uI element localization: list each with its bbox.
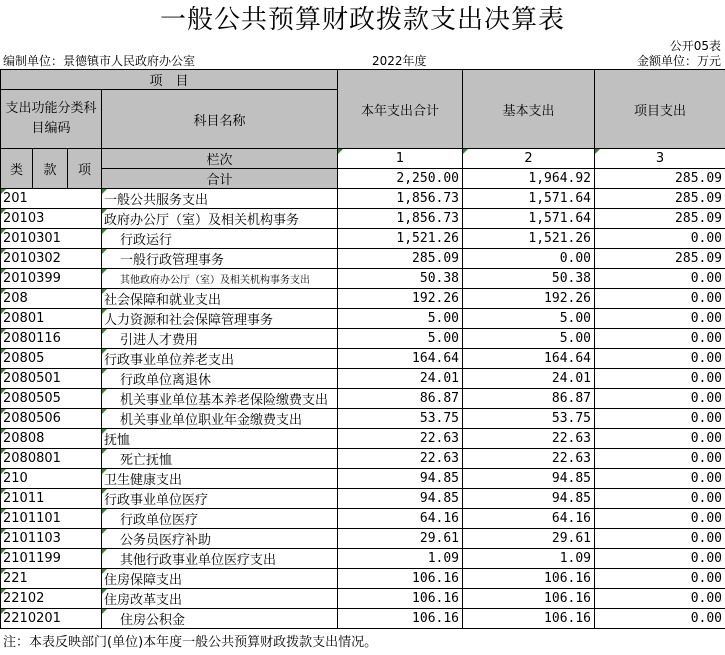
- row-subject-name: 其他政府办公厅（室）及相关机构事务支出: [102, 269, 338, 289]
- row-subject-name: 社会保障和就业支出: [102, 289, 338, 309]
- row-project: 0.00: [595, 349, 725, 369]
- row-basic: 192.26: [463, 289, 595, 309]
- table-row: [1, 549, 725, 569]
- row-project: 285.09: [595, 189, 725, 209]
- table-number: 公开05表: [669, 39, 721, 53]
- row-subject-name: 住房保障支出: [102, 569, 338, 589]
- table-row: [1, 369, 725, 389]
- header-basic: 基本支出: [463, 70, 595, 149]
- row-code: 2080801: [1, 449, 102, 469]
- row-basic: 22.63: [463, 429, 595, 449]
- table-row: [1, 189, 725, 209]
- year-label: 2022年度: [372, 54, 427, 68]
- row-project: 0.00: [595, 269, 725, 289]
- header-kuan: 款: [33, 149, 68, 189]
- row-project: 0.00: [595, 609, 725, 629]
- header-lei: 类: [1, 149, 33, 189]
- row-subject-name: 一般行政管理事务: [102, 249, 338, 269]
- header-lanci: 栏次: [102, 149, 338, 169]
- meta-bar: [0, 53, 725, 69]
- row-code: 2010399: [1, 269, 102, 289]
- row-total: 29.61: [338, 529, 463, 549]
- row-project: 285.09: [595, 249, 725, 269]
- row-basic: 5.00: [463, 329, 595, 349]
- row-subject-name: 行政单位医疗: [102, 509, 338, 529]
- row-code: 21011: [1, 489, 102, 509]
- row-project: 0.00: [595, 549, 725, 569]
- row-basic: 0.00: [463, 249, 595, 269]
- row-project: 0.00: [595, 529, 725, 549]
- col-index-1: 1: [338, 149, 463, 169]
- row-code: 20805: [1, 349, 102, 369]
- row-basic: 53.75: [463, 409, 595, 429]
- header-xiang: 项: [68, 149, 102, 189]
- table-row: [1, 229, 725, 249]
- row-subject-name: 政府办公厅（室）及相关机构事务: [102, 209, 338, 229]
- table-row: [1, 449, 725, 469]
- row-basic: 106.16: [463, 589, 595, 609]
- header-project: 项目支出: [595, 70, 725, 149]
- row-basic: 29.61: [463, 529, 595, 549]
- expenditure-table: [0, 69, 725, 629]
- row-total: 24.01: [338, 369, 463, 389]
- row-basic: 94.85: [463, 489, 595, 509]
- row-project: 0.00: [595, 309, 725, 329]
- row-total: 106.16: [338, 569, 463, 589]
- header-item: 项 目: [1, 70, 338, 90]
- row-basic: 5.00: [463, 309, 595, 329]
- row-code: 2101103: [1, 529, 102, 549]
- row-code: 2080501: [1, 369, 102, 389]
- row-basic: 24.01: [463, 369, 595, 389]
- row-subject-name: 行政事业单位医疗: [102, 489, 338, 509]
- row-total: 50.38: [338, 269, 463, 289]
- row-total: 53.75: [338, 409, 463, 429]
- row-total: 106.16: [338, 609, 463, 629]
- row-total: 192.26: [338, 289, 463, 309]
- row-total: 94.85: [338, 489, 463, 509]
- row-code: 22102: [1, 589, 102, 609]
- row-code: 20801: [1, 309, 102, 329]
- row-basic: 106.16: [463, 569, 595, 589]
- summary-total: 2,250.00: [338, 169, 463, 189]
- row-total: 64.16: [338, 509, 463, 529]
- row-total: 22.63: [338, 429, 463, 449]
- row-subject-name: 抚恤: [102, 429, 338, 449]
- summary-label: 合计: [102, 169, 338, 189]
- row-code: 2101199: [1, 549, 102, 569]
- row-total: 22.63: [338, 449, 463, 469]
- row-subject-name: 引进人才费用: [102, 329, 338, 349]
- org-label: 编制单位：景德镇市人民政府办公室: [3, 54, 196, 68]
- row-total: 164.64: [338, 349, 463, 369]
- row-code: 208: [1, 289, 102, 309]
- row-total: 5.00: [338, 309, 463, 329]
- table-row: [1, 609, 725, 629]
- row-code: 2010302: [1, 249, 102, 269]
- table-row: [1, 569, 725, 589]
- row-project: 0.00: [595, 289, 725, 309]
- row-code: 20808: [1, 429, 102, 449]
- table-row: [1, 309, 725, 329]
- table-row: [1, 409, 725, 429]
- row-total: 1,856.73: [338, 189, 463, 209]
- row-project: 0.00: [595, 369, 725, 389]
- row-code: 2210201: [1, 609, 102, 629]
- row-subject-name: 住房公积金: [102, 609, 338, 629]
- row-subject-name: 其他行政事业单位医疗支出: [102, 549, 338, 569]
- row-subject-name: 行政事业单位养老支出: [102, 349, 338, 369]
- row-basic: 1.09: [463, 549, 595, 569]
- table-row: [1, 329, 725, 349]
- row-basic: 106.16: [463, 609, 595, 629]
- table-row: [1, 469, 725, 489]
- row-basic: 64.16: [463, 509, 595, 529]
- row-basic: 86.87: [463, 389, 595, 409]
- row-code: 2080505: [1, 389, 102, 409]
- table-row: [1, 349, 725, 369]
- row-code: 2010301: [1, 229, 102, 249]
- row-subject-name: 卫生健康支出: [102, 469, 338, 489]
- row-project: 0.00: [595, 389, 725, 409]
- row-project: 0.00: [595, 469, 725, 489]
- row-subject-name: 死亡抚恤: [102, 449, 338, 469]
- row-code: 2101101: [1, 509, 102, 529]
- row-project: 0.00: [595, 229, 725, 249]
- row-total: 94.85: [338, 469, 463, 489]
- table-row: [1, 209, 725, 229]
- row-code: 201: [1, 189, 102, 209]
- unit-label: 金额单位：万元: [636, 54, 721, 68]
- row-project: 0.00: [595, 589, 725, 609]
- summary-basic: 1,964.92: [463, 169, 595, 189]
- row-project: 285.09: [595, 209, 725, 229]
- row-basic: 1,571.64: [463, 209, 595, 229]
- footnote: 注：本表反映部门(单位)本年度一般公共预算财政拨款支出情况。: [3, 635, 378, 650]
- row-total: 1,856.73: [338, 209, 463, 229]
- table-row: [1, 389, 725, 409]
- summary-project: 285.09: [595, 169, 725, 189]
- table-row: [1, 269, 725, 289]
- row-total: 106.16: [338, 589, 463, 609]
- row-basic: 1,521.26: [463, 229, 595, 249]
- row-code: 2080116: [1, 329, 102, 349]
- table-row: [1, 429, 725, 449]
- row-project: 0.00: [595, 329, 725, 349]
- row-basic: 1,571.64: [463, 189, 595, 209]
- row-total: 86.87: [338, 389, 463, 409]
- table-row: [1, 529, 725, 549]
- row-basic: 22.63: [463, 449, 595, 469]
- header-func-code: 支出功能分类科目编码: [1, 90, 102, 149]
- row-project: 0.00: [595, 429, 725, 449]
- row-project: 0.00: [595, 569, 725, 589]
- row-code: 221: [1, 569, 102, 589]
- table-row: [1, 509, 725, 529]
- row-project: 0.00: [595, 509, 725, 529]
- row-total: 1.09: [338, 549, 463, 569]
- row-basic: 164.64: [463, 349, 595, 369]
- row-subject-name: 机关事业单位职业年金缴费支出: [102, 409, 338, 429]
- page-title: 一般公共预算财政拨款支出决算表: [159, 5, 565, 35]
- row-subject-name: 机关事业单位基本养老保险缴费支出: [102, 389, 338, 409]
- row-basic: 50.38: [463, 269, 595, 289]
- row-total: 5.00: [338, 329, 463, 349]
- table-row: [1, 589, 725, 609]
- row-project: 0.00: [595, 489, 725, 509]
- header-subject-name: 科目名称: [102, 90, 338, 149]
- row-subject-name: 行政运行: [102, 229, 338, 249]
- row-project: 0.00: [595, 449, 725, 469]
- row-code: 20103: [1, 209, 102, 229]
- table-row: [1, 289, 725, 309]
- row-project: 0.00: [595, 409, 725, 429]
- row-code: 2080506: [1, 409, 102, 429]
- row-basic: 94.85: [463, 469, 595, 489]
- row-total: 1,521.26: [338, 229, 463, 249]
- col-index-2: 2: [463, 149, 595, 169]
- row-subject-name: 一般公共服务支出: [102, 189, 338, 209]
- row-total: 285.09: [338, 249, 463, 269]
- table-row: [1, 249, 725, 269]
- header-total: 本年支出合计: [338, 70, 463, 149]
- row-subject-name: 住房改革支出: [102, 589, 338, 609]
- table-row: [1, 489, 725, 509]
- row-subject-name: 公务员医疗补助: [102, 529, 338, 549]
- row-code: 210: [1, 469, 102, 489]
- row-subject-name: 行政单位离退休: [102, 369, 338, 389]
- row-subject-name: 人力资源和社会保障管理事务: [102, 309, 338, 329]
- col-index-3: 3: [595, 149, 725, 169]
